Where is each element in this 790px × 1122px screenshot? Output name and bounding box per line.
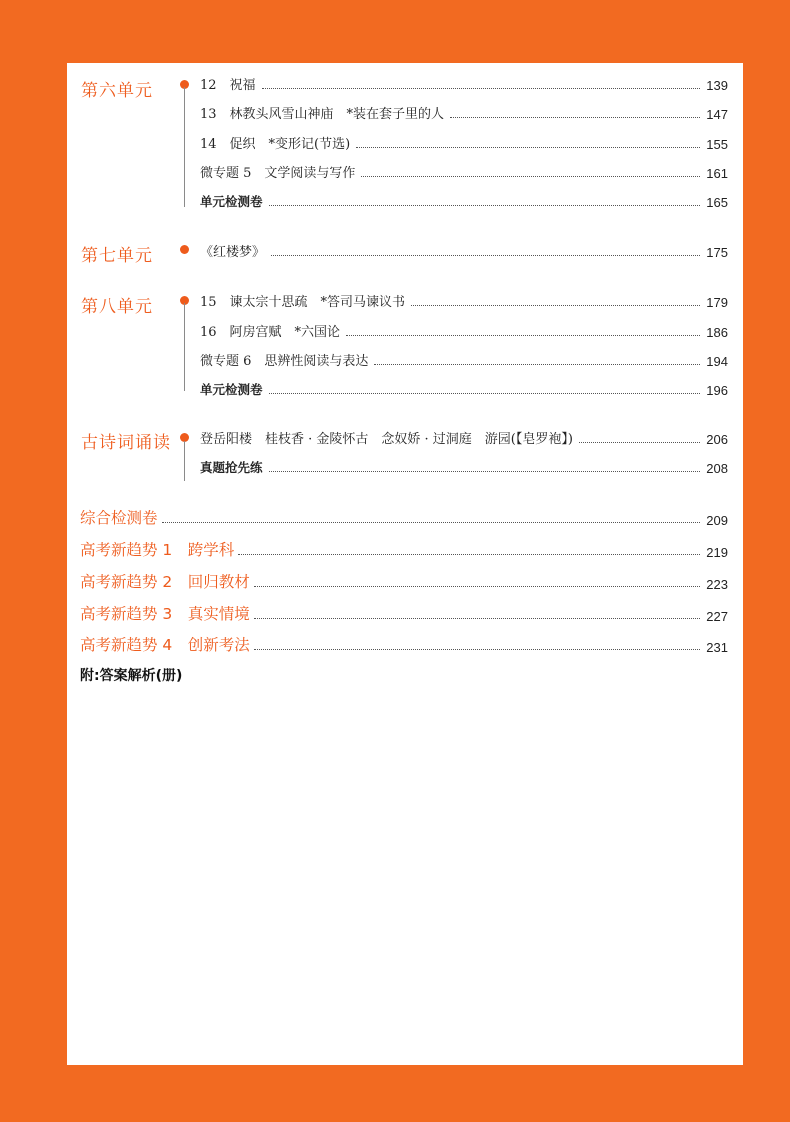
toc-entry[interactable]: 微专题 6 思辨性阅读与表达 194 [200,354,728,369]
toc-entry[interactable]: 14 促织 *变形记(节选) 155 [200,137,728,152]
toc-entry[interactable]: 16 阿房宫赋 *六国论 186 [200,325,728,340]
toc-entry[interactable]: 《红楼梦》 175 [200,245,728,260]
toc-section[interactable]: 高考新趋势 2 回归教材 223 [80,573,728,592]
toc-section[interactable]: 综合检测卷 209 [80,509,728,528]
toc-page [67,63,743,1065]
poetry-unit-title: 古诗词诵读 [81,433,171,453]
toc-section[interactable]: 高考新趋势 3 真实情境 227 [80,605,728,624]
appendix-note: 附:答案解析(册) [80,668,183,684]
unit-6-rail [184,87,185,207]
unit-8-title: 第八单元 [81,297,153,317]
unit-7-bullet [180,245,189,254]
toc-section[interactable]: 高考新趋势 1 跨学科 219 [80,541,728,560]
toc-entry[interactable]: 单元检测卷 165 [200,194,728,210]
toc-entry[interactable]: 登岳阳楼 桂枝香 · 金陵怀古 念奴娇 · 过洞庭 游园(【皂罗袍】) 206 [200,432,728,447]
toc-entry[interactable]: 真题抢先练 208 [200,460,728,476]
toc-section[interactable]: 高考新趋势 4 创新考法 231 [80,636,728,655]
unit-6-title: 第六单元 [81,81,153,101]
toc-entry[interactable]: 单元检测卷 196 [200,382,728,398]
toc-entry[interactable]: 15 谏太宗十思疏 *答司马谏议书 179 [200,295,728,310]
toc-entry[interactable]: 12 祝福 139 [200,78,728,93]
unit-8-rail [184,303,185,391]
toc-entry[interactable]: 13 林教头风雪山神庙 *装在套子里的人 147 [200,107,728,122]
poetry-unit-rail [184,441,185,481]
unit-7-title: 第七单元 [81,246,153,266]
toc-entry[interactable]: 微专题 5 文学阅读与写作 161 [200,166,728,181]
